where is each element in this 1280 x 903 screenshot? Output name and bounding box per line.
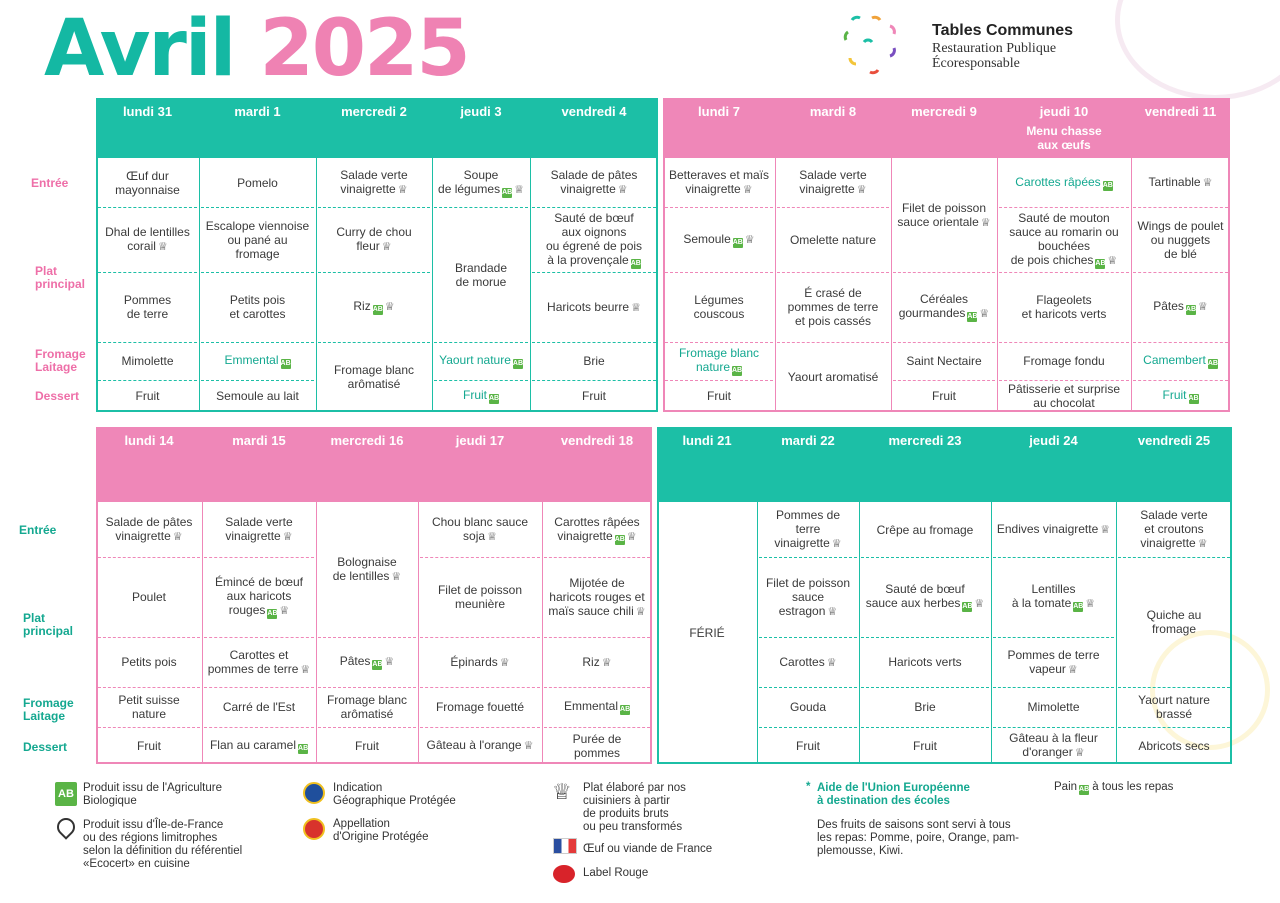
menu-item	[543, 503, 651, 556]
menu-item	[200, 381, 315, 411]
menu-item-text: Flan au caramel AB	[209, 737, 309, 752]
bread-suffix-text: à tous les repas	[1092, 781, 1174, 793]
chef-hat-icon: ♕	[1067, 663, 1078, 676]
menu-item-text: Brie	[914, 700, 936, 714]
menu-item-text: Fromage fondu	[1023, 354, 1105, 368]
menu-item-text: Chou blanc sauce soja ♕	[431, 515, 529, 543]
day-header: mardi 15	[232, 433, 286, 448]
menu-item-text: Tartinable ♕	[1148, 175, 1213, 189]
menu-item	[776, 208, 890, 271]
menu-item-text: Quiche au fromage	[1146, 608, 1202, 636]
menu-item-text: Fruit	[135, 389, 160, 403]
menu-item-text: Escalope viennoise ou pané au fromage	[205, 218, 310, 261]
menu-item-text: Purée de pommes	[572, 731, 622, 760]
menu-item-text: Soupe de légumes AB ♕	[438, 167, 524, 196]
menu-item-text: Œuf dur mayonnaise	[115, 168, 180, 197]
menu-item	[97, 558, 201, 636]
menu-item	[97, 343, 198, 379]
menu-item	[998, 381, 1130, 411]
menu-item-text: Fruit	[707, 389, 731, 403]
decorative-circle	[1115, 0, 1280, 100]
menu-item-text: Carottes râpées AB	[1015, 174, 1113, 189]
menu-item	[860, 728, 990, 763]
menu-item-text: Fruit AB	[463, 388, 500, 402]
menu-item-text: Petits pois et carottes	[229, 293, 286, 321]
chef-hat-icon: ♕	[601, 656, 612, 669]
chef-hat-icon: ♕	[979, 308, 990, 320]
menu-item-text: Mijotée de haricots rouges et maïs sauce chili ♕	[548, 575, 646, 618]
menu-item-text: Pâtes AB ♕	[339, 654, 395, 668]
day-header: jeudi 10	[1039, 104, 1089, 119]
menu-item-text: Abricots secs	[1138, 738, 1210, 753]
chef-hat-icon: ♕	[827, 605, 838, 618]
bio-badge-icon: AB	[489, 395, 500, 402]
menu-item	[860, 558, 990, 636]
menu-item	[531, 381, 657, 411]
bio-badge-icon: AB	[502, 188, 513, 196]
chef-hat-icon: ♕	[1197, 301, 1208, 313]
menu-item-text: Filet de poisson meunière	[437, 583, 523, 611]
menu-item-text: Dhal de lentilles corail ♕	[105, 225, 190, 253]
menu-item	[419, 503, 541, 556]
bio-badge-icon: AB	[967, 313, 978, 320]
menu-item-text: Carottes et pommes de terre ♕	[207, 647, 311, 676]
legend-bread	[1054, 781, 1173, 795]
bio-badge-icon: AB	[620, 706, 631, 713]
menu-item	[200, 273, 315, 341]
menu-item	[992, 728, 1115, 763]
menu-item	[1132, 273, 1229, 341]
brand-flower-icon	[842, 12, 922, 82]
menu-item-text: Salade verte et croutons vinaigrette ♕	[1140, 508, 1208, 550]
menu-item	[1132, 208, 1229, 271]
menu-item-text: Carottes ♕	[779, 654, 837, 669]
menu-item	[531, 343, 657, 379]
menu-item	[203, 503, 315, 556]
day-header: mercredi 23	[888, 433, 962, 448]
menu-item-text: Bolognaise de lentilles ♕	[332, 555, 402, 583]
page-title: Avril 2025	[44, 4, 469, 94]
menu-item	[758, 728, 858, 763]
chef-hat-icon: ♕	[826, 656, 837, 669]
menu-item	[200, 208, 315, 271]
menu-item-text: Poulet	[131, 590, 167, 604]
menu-item	[892, 381, 996, 411]
menu-item	[664, 208, 774, 271]
menu-item	[97, 273, 198, 341]
chef-hat-icon: ♕	[514, 183, 524, 196]
bio-badge-icon: AB	[372, 306, 383, 313]
chef-hat-icon: ♕	[487, 531, 497, 543]
bread-label: Pain	[1054, 781, 1078, 793]
chef-hat-icon: ♕	[381, 241, 392, 253]
menu-item	[203, 558, 315, 636]
menu-item	[317, 688, 417, 726]
menu-item-text: Épinards ♕	[450, 654, 510, 669]
menu-item	[758, 558, 858, 636]
menu-item	[992, 503, 1115, 556]
menu-item-text: Riz ♕	[582, 654, 612, 669]
menu-item-text: Fruit	[137, 738, 161, 753]
menu-item	[419, 638, 541, 686]
menu-item	[658, 503, 756, 763]
menu-item	[992, 688, 1115, 726]
bio-badge-icon: AB	[1185, 306, 1197, 313]
menu-item	[203, 688, 315, 726]
chef-hat-icon: ♕	[831, 538, 842, 550]
menu-item-text: Pommes de terre vinaigrette ♕	[774, 508, 842, 550]
menu-item-text: Salade de pâtes vinaigrette ♕	[550, 168, 638, 196]
menu-item	[200, 343, 315, 379]
menu-item-text: Fromage blanc arômatisé	[333, 363, 415, 391]
day-header: mardi 22	[781, 433, 835, 448]
chef-hat-icon: ♕	[631, 301, 641, 314]
menu-item	[531, 208, 657, 271]
chef-hat-icon: ♕	[1202, 177, 1213, 189]
bio-icon: AB	[55, 782, 77, 806]
menu-item	[1117, 558, 1231, 686]
menu-item	[992, 558, 1115, 636]
chef-hat-icon: ♕	[974, 598, 985, 610]
menu-item-text: Pommes de terre	[123, 293, 172, 321]
menu-item-text: Fruit AB	[1162, 388, 1199, 402]
chef-hat-icon: ♕	[397, 184, 408, 196]
day-header: mercredi 16	[330, 433, 404, 448]
brand-line2: Écoresponsable	[932, 56, 1020, 71]
bio-badge-icon: AB	[1079, 786, 1090, 793]
menu-item-text: Filet de poisson sauce estragon ♕	[765, 575, 851, 618]
menu-item	[203, 728, 315, 763]
menu-item-text: Wings de poulet ou nuggets de blé	[1137, 218, 1224, 261]
menu-item	[998, 208, 1130, 271]
chef-hat-icon: ♕	[742, 184, 753, 196]
chef-hat-icon: ♕	[384, 301, 395, 313]
menu-item-text: Sauté de bœuf aux oignons ou égrené de pois à la provençale AB	[545, 210, 643, 267]
brand-line1: Restauration Publique	[932, 41, 1057, 56]
igp-icon	[303, 782, 325, 804]
menu-item-text: Pâtes AB ♕	[1153, 299, 1208, 313]
menu-item	[419, 728, 541, 763]
day-header: lundi 31	[122, 104, 173, 119]
menu-item-text: Yaourt nature AB	[439, 353, 524, 367]
row-label-entree: Entrée	[31, 176, 69, 190]
france-flag-icon	[553, 838, 577, 854]
menu-item-text: Fromage blanc arômatisé	[326, 693, 408, 721]
menu-item-text: Emmental AB	[224, 353, 291, 367]
chef-hat-icon: ♕	[384, 656, 395, 668]
menu-item-text: Mimolette	[1027, 700, 1080, 714]
menu-item	[433, 381, 529, 411]
menu-item	[543, 688, 651, 726]
menu-item	[1117, 503, 1231, 556]
menu-item	[97, 208, 198, 271]
menu-item-text: Fruit	[796, 738, 820, 753]
menu-item-text: Carottes râpées vinaigrette AB ♕	[554, 514, 640, 543]
day-header: vendredi 18	[560, 433, 634, 448]
menu-item-text: Fruit	[355, 738, 379, 753]
menu-item	[860, 638, 990, 686]
chef-hat-icon: ♕	[552, 779, 572, 804]
legend-fruits: Des fruits de saisons sont servi à tous les repas: Pomme, poire, Orange, pam- plemousse, Kiwi.	[817, 819, 1019, 857]
chef-hat-icon: ♕	[617, 184, 628, 196]
menu-item-text: Gouda	[789, 700, 827, 714]
menu-item-text: Fromage blanc nature AB	[678, 346, 760, 374]
menu-item	[860, 503, 990, 556]
bio-badge-icon: AB	[267, 610, 278, 617]
menu-item-text: Mimolette	[121, 354, 174, 368]
day-header: mercredi 9	[911, 104, 977, 119]
menu-item-text: Fromage fouetté	[435, 700, 525, 714]
menu-item-text: Légumes couscous	[693, 293, 745, 321]
menu-item-text: Salade verte vinaigrette ♕	[340, 168, 408, 196]
legend-aop: Appellation d'Origine Protégée	[333, 818, 429, 843]
day-header: jeudi 17	[455, 433, 505, 448]
menu-item	[892, 343, 996, 379]
menu-item	[97, 503, 201, 556]
menu-item	[317, 638, 417, 686]
row-label-fromage: Fromage Laitage	[35, 347, 86, 374]
menu-item	[1132, 381, 1229, 411]
chef-hat-icon: ♕	[980, 216, 991, 229]
menu-item	[97, 381, 198, 411]
menu-item-text: Petits pois	[121, 655, 177, 669]
label-rouge-icon	[553, 865, 575, 883]
legend-bio: Produit issu de l'Agriculture Biologique	[83, 782, 222, 807]
menu-item-text: Pomelo	[237, 175, 278, 190]
menu-item-text: Gâteau à la fleur d'oranger ♕	[1009, 731, 1098, 759]
menu-item-text: Semoule AB ♕	[683, 231, 755, 246]
brand-name: Tables Communes	[932, 22, 1074, 39]
chef-hat-icon: ♕	[856, 184, 867, 196]
bio-badge-icon: AB	[614, 535, 625, 543]
menu-item	[433, 159, 529, 206]
bio-badge-icon: AB	[732, 367, 743, 374]
row-label-entree: Entrée	[19, 523, 57, 537]
chef-hat-icon: ♕	[626, 530, 637, 543]
legend-igp: Indication Géographique Protégée	[333, 782, 456, 807]
menu-item-text: Sauté de bœuf sauce aux herbes AB ♕	[865, 582, 985, 610]
bio-badge-icon: AB	[1073, 603, 1084, 610]
chef-hat-icon: ♕	[1085, 598, 1096, 610]
chef-hat-icon: ♕	[1074, 747, 1085, 759]
menu-item	[97, 688, 201, 726]
row-label-fromage: Fromage Laitage	[23, 696, 74, 723]
day-header: jeudi 3	[460, 104, 502, 119]
menu-item	[317, 503, 417, 636]
bio-badge-icon: AB	[962, 603, 973, 610]
menu-item	[97, 638, 201, 686]
day-header: lundi 14	[124, 433, 174, 448]
day-header: vendredi 4	[561, 104, 627, 119]
chef-hat-icon: ♕	[1107, 254, 1118, 267]
menu-item	[317, 159, 431, 206]
location-pin-icon	[53, 814, 78, 839]
menu-item	[1132, 159, 1229, 206]
menu-item-text: Petit suisse nature	[118, 693, 180, 721]
menu-item	[531, 273, 657, 341]
menu-item-text: Brie	[583, 354, 605, 368]
day-header: vendredi 11	[1144, 104, 1217, 119]
chef-hat-icon: ♕	[282, 531, 293, 543]
bio-badge-icon: AB	[1207, 360, 1218, 367]
menu-item	[1117, 728, 1231, 763]
menu-item	[419, 688, 541, 726]
menu-item-text: Flageolets et haricots verts	[1021, 293, 1107, 321]
menu-item-text: Pâtisserie et surprise au chocolat	[1007, 382, 1121, 410]
menu-item	[664, 343, 774, 379]
menu-item	[664, 381, 774, 411]
chef-hat-icon: ♕	[391, 571, 402, 583]
bio-badge-icon: AB	[630, 259, 641, 267]
day-header: vendredi 25	[1137, 433, 1211, 448]
menu-item	[419, 558, 541, 636]
menu-item	[776, 159, 890, 206]
menu-item-text: Sauté de mouton sauce au romarin ou bouchées de pois chiches AB ♕	[1009, 210, 1119, 267]
bio-badge-icon: AB	[298, 744, 309, 752]
menu-item	[543, 558, 651, 636]
bio-badge-icon: AB	[732, 238, 743, 246]
bio-badge-icon: AB	[1095, 259, 1106, 267]
menu-item-text: Semoule au lait	[216, 389, 299, 403]
legend-label_rouge: Label Rouge	[583, 867, 649, 879]
menu-item	[1132, 343, 1229, 379]
chef-hat-icon: ♕	[744, 233, 755, 246]
legend-local: Produit issu d'Île-de-France ou des régions limitrophes selon la définition du référentiel «Ecocert» en cuisine	[83, 819, 243, 870]
menu-item	[433, 343, 529, 379]
menu-item-text: Yaourt nature brassé	[1138, 693, 1210, 721]
row-label-dessert: Dessert	[23, 740, 68, 754]
row-label-plat: Plat principal	[23, 611, 74, 638]
chef-hat-icon: ♕	[172, 531, 183, 543]
chef-hat-icon: ♕	[499, 656, 510, 669]
menu-item	[892, 159, 996, 271]
menu-item-text: Camembert AB	[1143, 353, 1218, 367]
menu-item-text: Omelette nature	[789, 232, 877, 247]
bio-badge-icon: AB	[512, 360, 524, 367]
menu-item	[317, 728, 417, 763]
bio-badge-icon: AB	[372, 661, 383, 668]
menu-item-text: Haricots beurre ♕	[547, 299, 641, 314]
menu-item	[998, 159, 1130, 206]
menu-item	[531, 159, 657, 206]
legend-france: Œuf ou viande de France	[583, 843, 713, 855]
menu-item-text: Betteraves et maïs vinaigrette ♕	[668, 168, 770, 196]
menu-item-text: Fruit	[582, 389, 606, 403]
row-label-plat: Plat principal	[35, 264, 86, 291]
menu-item	[317, 273, 431, 341]
bio-badge-icon: AB	[1102, 181, 1113, 189]
menu-item-text: Pommes de terre vapeur ♕	[1007, 647, 1100, 676]
chef-hat-icon: ♕	[523, 740, 534, 752]
header-note: Menu chasse aux œufs	[1026, 124, 1102, 152]
menu-item	[203, 638, 315, 686]
menu-item-text: Fruit	[932, 389, 956, 403]
eu-star: *	[806, 781, 811, 793]
menu-item	[664, 159, 774, 206]
menu-item	[776, 343, 890, 411]
menu-item-text: É crasé de pommes de terre et pois cassés	[787, 286, 879, 328]
bread-suffix	[1089, 781, 1173, 793]
menu-item-text: Saint Nectaire	[906, 354, 982, 368]
bio-badge-icon: AB	[1188, 395, 1199, 402]
menu-item	[998, 273, 1130, 341]
legend-chef: Plat élaboré par nos cuisiniers à partir de produits bruts ou peu transformés	[583, 782, 686, 833]
menu-item	[992, 638, 1115, 686]
menu-item	[317, 208, 431, 271]
menu-item	[758, 688, 858, 726]
menu-item-text: Curry de chou fleur ♕	[336, 225, 412, 253]
menu-item	[776, 273, 890, 341]
menu-item-text: Carré de l'Est	[222, 700, 296, 714]
day-header: mardi 8	[809, 104, 857, 119]
menu-item-text: Salade verte vinaigrette ♕	[225, 515, 293, 543]
day-header: lundi 7	[698, 104, 740, 119]
menu-item	[200, 159, 315, 206]
menu-item	[998, 343, 1130, 379]
aop-icon	[303, 818, 325, 840]
day-header: lundi 21	[682, 433, 732, 448]
day-header: jeudi 24	[1029, 433, 1078, 448]
menu-item	[664, 273, 774, 341]
menu-item-text: Brandade de morue	[454, 260, 508, 289]
menu-item-text: Salade de pâtes vinaigrette ♕	[105, 515, 193, 543]
legend-eu: Aide de l'Union Européenne à destination des écoles	[817, 782, 970, 807]
chef-hat-icon: ♕	[157, 241, 168, 253]
menu-item-text: Céréales gourmandes AB ♕	[898, 292, 990, 320]
menu-item	[543, 638, 651, 686]
menu-item-text: Crêpe au fromage	[876, 522, 974, 537]
menu-item	[433, 208, 529, 341]
chef-hat-icon: ♕	[635, 605, 646, 618]
menu-item-text: Salade verte vinaigrette ♕	[799, 168, 867, 196]
menu-item	[317, 343, 431, 411]
menu-item-text: Haricots verts	[888, 655, 962, 669]
menu-item-text: Riz AB ♕	[353, 299, 395, 313]
row-label-dessert: Dessert	[35, 389, 80, 403]
menu-item-text: Lentilles à la tomate AB ♕	[1011, 582, 1096, 610]
chef-hat-icon: ♕	[1197, 538, 1208, 550]
menu-item	[97, 159, 198, 206]
menu-item-text: Filet de poisson sauce orientale ♕	[897, 200, 991, 229]
bio-badge-icon: AB	[280, 360, 291, 367]
menu-item	[97, 728, 201, 763]
chef-hat-icon: ♕	[300, 663, 311, 676]
menu-item	[543, 728, 651, 763]
day-header: mercredi 2	[341, 104, 407, 119]
menu-item	[758, 638, 858, 686]
chef-hat-icon: ♕	[279, 605, 290, 617]
menu-item-text: Endives vinaigrette ♕	[996, 522, 1111, 536]
menu-item-text: FÉRIÉ	[689, 626, 725, 640]
day-header: mardi 1	[234, 104, 281, 119]
menu-item	[892, 273, 996, 341]
menu-item	[1117, 688, 1231, 726]
menu-item	[758, 503, 858, 556]
menu-item-text: Emmental AB	[563, 699, 631, 713]
menu-item	[860, 688, 990, 726]
menu-item-text: Fruit	[913, 738, 937, 753]
menu-item-text: Émincé de bœuf aux haricots rouges AB ♕	[214, 575, 304, 617]
chef-hat-icon: ♕	[1100, 524, 1111, 536]
menu-item-text: Gâteau à l'orange ♕	[426, 738, 534, 752]
menu-item-text: Yaourt aromatisé	[787, 370, 879, 384]
